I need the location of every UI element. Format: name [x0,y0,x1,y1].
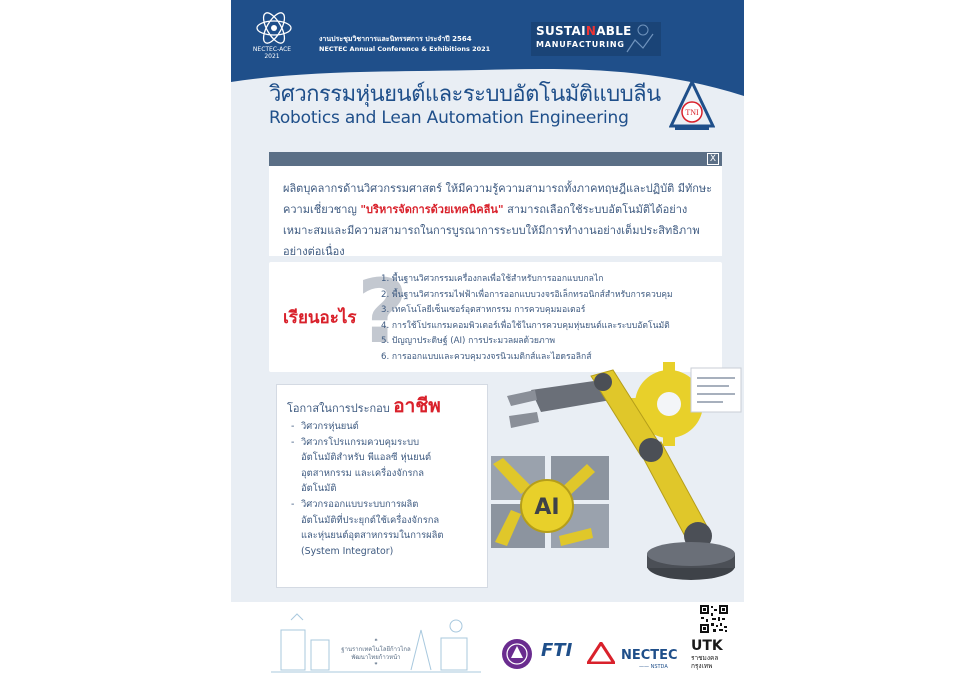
list-item: 3. เทคโนโลยีเซ็นเซอร์อุตสาหกรรม การควบคุมมอเตอร์ [381,305,586,316]
list-item: 6. การออกแบบและควบคุมวงจรนิวเมติกส์และไฮดรอลิกส์ [381,351,592,362]
list-item: 1. พื้นฐานวิศวกรรมเครื่องกลเพื่อใช้สำหรับการออกแบบกลไก [381,274,604,284]
fti-logo: FTI [541,640,573,661]
learn-list [381,272,673,366]
tni-logo-icon [669,80,715,132]
intro-window-bar [269,152,722,166]
career-heading: โอกาสในการประกอบ อาชีพ [287,395,441,417]
learn-card [269,262,722,372]
career-list [291,419,485,559]
utk-subtitle: ราชมงคล กรุงเทพ [691,654,719,670]
list-item: 5. ปัญญาประดิษฐ์ (AI) การประมวลผลด้วยภาพ [381,336,556,347]
badge-line2: MANUFACTURING [536,40,625,49]
page-title-english: Robotics and Lean Automation Engineering [269,108,629,128]
event-title-th: งานประชุมวิชาการและนิทรรศการ ประจำปี 2564 [319,35,472,43]
page-title-thai: วิศวกรรมหุ่นยนต์และระบบอัตโนมัติแบบลีน [269,82,661,107]
badge-line1: SUSTAINABLE [536,24,632,38]
intro-card [269,166,722,256]
event-title-en: NECTEC Annual Conference & Exhibitions 2021 [319,45,491,53]
event-logo-text: NECTEC-ACE 2021 [252,46,292,60]
utk-logo: UTK [691,638,723,654]
list-item: - วิศวกรหุ่นยนต์ [291,421,359,432]
poster [231,0,744,685]
intro-paragraph: ผลิตบุคลากรด้านวิศวกรรมศาสตร์ ให้มีความรู้ความสามารถทั้งภาคทฤษฎีและปฏิบัติ มีทักษะความเชี่ยวชาญ "บริหารจัดการด้วยเทคนิคลีน" สามารถเลือกใช้ระบบอัตโนมัติได้อย่างเหมาะสมและมีความสามารถในการบูรณาการระบบให้มีการทำงานอย่างเต็มประสิทธิภาพอย่างต่อเนื่อง [283,182,713,258]
nectec-logo: NECTEC [621,648,678,663]
list-item: 2. พื้นฐานวิศวกรรมไฟฟ้าเพื่อการออกแบบวงจรอิเล็กทรอนิกส์สำหรับการควบคุม [381,289,673,300]
question-mark-icon: ? [357,260,409,363]
robot-arm-illustration [491,360,744,600]
fti-triangle-icon [587,642,615,664]
ai-label: AI [534,495,560,520]
career-card [276,384,488,588]
list-item: - วิศวกรโปรแกรมควบคุมระบบ อัตโนมัติสำหรับ พีแอลซี หุ่นยนต์ อุตสาหกรรม และเครื่องจักรกล อัตโนมัติ [291,436,432,495]
footer [231,602,744,685]
intro-highlight: "บริหารจัดการด้วยเทคนิคลีน" [360,203,504,216]
university-seal-icon [501,638,533,670]
tni-logo-text: TNI [685,108,699,117]
learn-label: เรียนอะไร [283,308,357,328]
list-item: 4. การใช้โปรแกรมคอมพิวเตอร์เพื่อใช้ในการควบคุมหุ่นยนต์และระบบอัตโนมัติ [381,320,670,331]
list-item: - วิศวกรออกแบบระบบการผลิต อัตโนมัติที่ประยุกต์ใช้เครื่องจักรกล และหุ่นยนต์อุตสาหกรรมในการผลิต (System Integrator) [291,498,444,557]
nstda-logo: —— NSTDA [639,664,668,670]
footer-quote: ❝ ฐานรากเทคโนโลยีก้าวไกล พัฒนาไทยก้าวหน้า ❞ [341,638,411,669]
close-icon[interactable]: X [707,153,719,165]
qr-code-icon[interactable] [699,604,729,634]
